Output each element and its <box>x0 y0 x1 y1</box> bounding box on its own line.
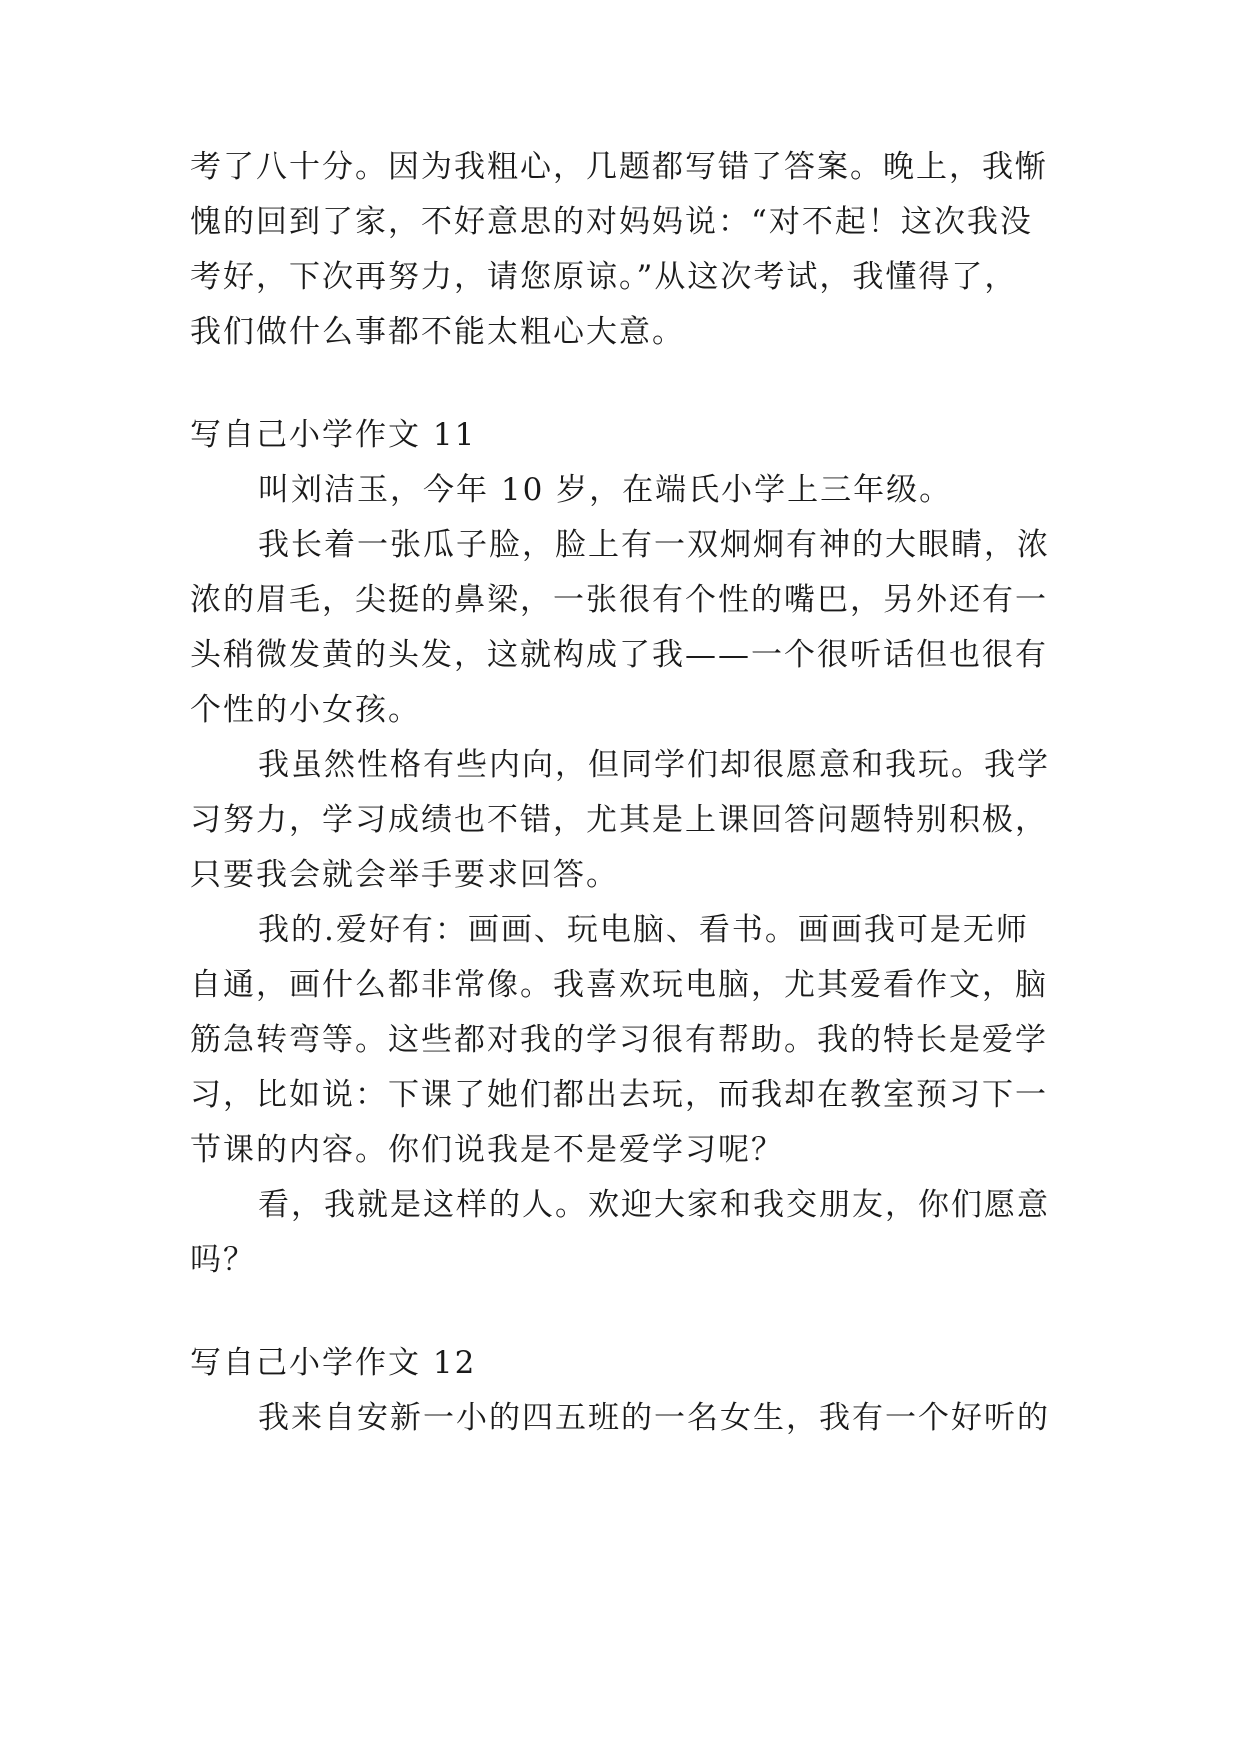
paragraph-line: 节课的内容。你们说我是不是爱学习呢？ <box>190 1132 784 1168</box>
paragraph-line: 习，比如说：下课了她们都出去玩，而我却在教室预习下一 <box>190 1077 1048 1113</box>
paragraph-line: 我虽然性格有些内向，但同学们却很愿意和我玩。我学 <box>258 747 1050 783</box>
paragraph-line: 叫刘洁玉，今年 10 岁，在端氏小学上三年级。 <box>258 472 953 508</box>
paragraph-line: 愧的回到了家，不好意思的对妈妈说：“对不起！这次我没 <box>190 204 1033 240</box>
paragraph-line: 只要我会就会举手要求回答。 <box>190 857 619 893</box>
paragraph-line: 吗？ <box>190 1242 256 1278</box>
section-heading: 写自己小学作文 11 <box>190 417 477 453</box>
paragraph-line: 考了八十分。因为我粗心，几题都写错了答案。晚上，我惭 <box>190 149 1048 185</box>
paragraph-line: 我们做什么事都不能太粗心大意。 <box>190 314 685 350</box>
paragraph-line: 习努力，学习成绩也不错，尤其是上课回答问题特别积极， <box>190 802 1048 838</box>
paragraph-line: 我的.爱好有：画画、玩电脑、看书。画画我可是无师 <box>258 912 1029 948</box>
paragraph-line: 头稍微发黄的头发，这就构成了我——一个很听话但也很有 <box>190 637 1048 673</box>
paragraph-line: 考好，下次再努力，请您原谅。”从这次考试，我懂得了， <box>190 259 1018 295</box>
paragraph-line: 浓的眉毛，尖挺的鼻梁，一张很有个性的嘴巴，另外还有一 <box>190 582 1048 618</box>
paragraph-line: 个性的小女孩。 <box>190 692 421 728</box>
paragraph-line: 我长着一张瓜子脸，脸上有一双炯炯有神的大眼睛，浓 <box>258 527 1050 563</box>
paragraph-line: 看，我就是这样的人。欢迎大家和我交朋友，你们愿意 <box>258 1187 1050 1223</box>
paragraph-line: 我来自安新一小的四五班的一名女生，我有一个好听的 <box>258 1400 1050 1436</box>
paragraph-line: 自通，画什么都非常像。我喜欢玩电脑，尤其爱看作文，脑 <box>190 967 1048 1003</box>
paragraph-line: 筋急转弯等。这些都对我的学习很有帮助。我的特长是爱学 <box>190 1022 1048 1058</box>
section-heading: 写自己小学作文 12 <box>190 1345 477 1381</box>
